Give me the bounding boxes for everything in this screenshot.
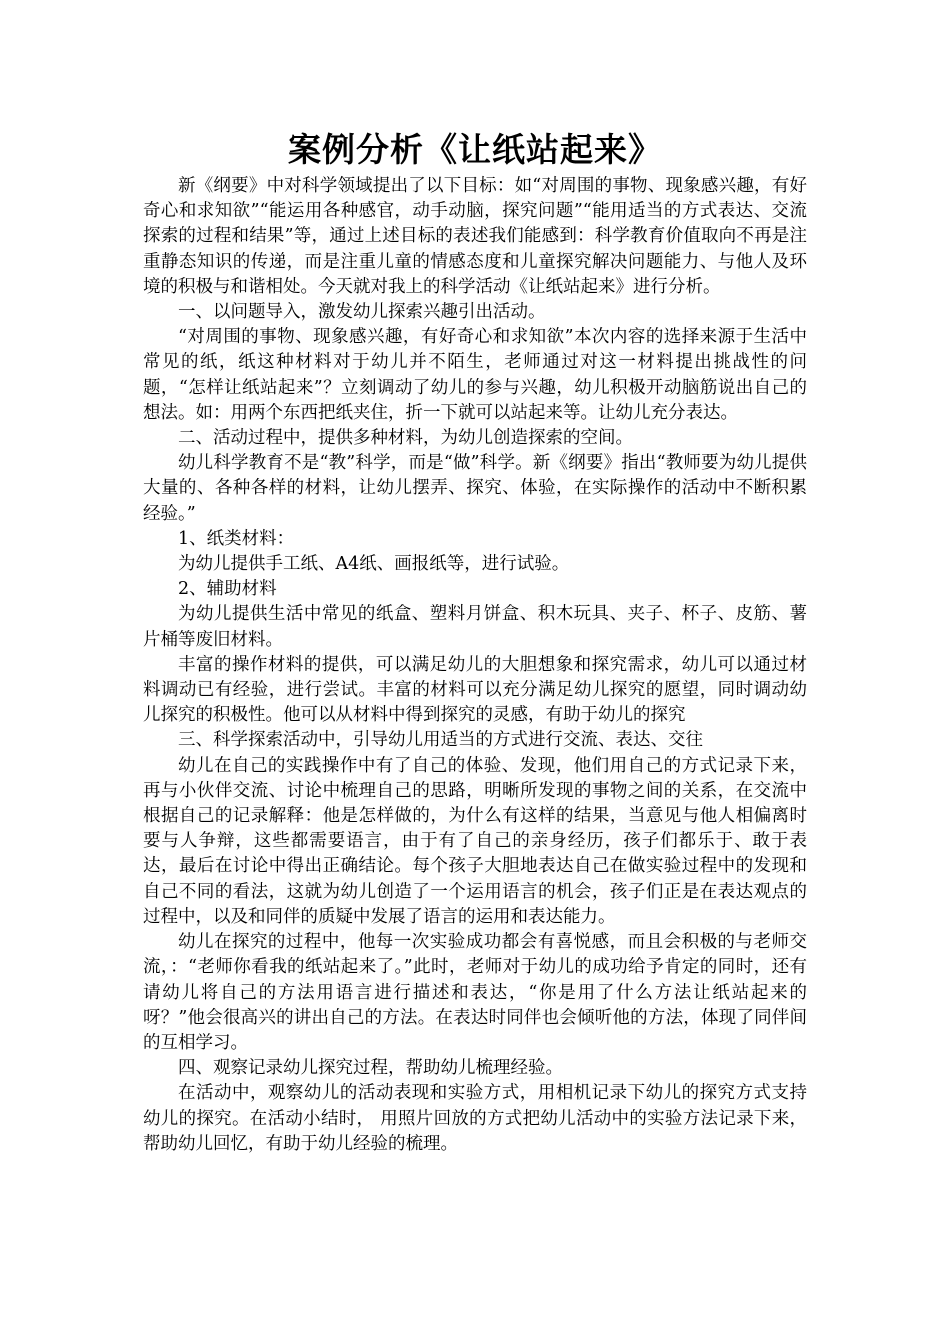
section-heading: 一、以问题导入，激发幼儿探索兴趣引出活动。 [178, 302, 546, 323]
document-title: 案例分析《让纸站起来》 [288, 130, 662, 169]
paragraph: 为幼儿提供手工纸、A4纸、画报纸等，进行试验。 [178, 554, 570, 575]
section-heading: 二、活动过程中，提供多种材料，为幼儿创造探索的空间。 [178, 428, 633, 449]
section-heading: 四、观察记录幼儿探究过程，帮助幼儿梳理经验。 [178, 1058, 563, 1079]
paragraph: 丰富的操作材料的提供，可以满足幼儿的大胆想象和探究需求，幼儿可以通过材料调动已有经验，进行尝试。丰富的材料可以充分满足幼儿探究的愿望，同时调动幼儿探究的积极性。他可以从材料中得到探究的灵感，有助于幼儿的探究 [143, 654, 807, 726]
paragraph: 幼儿在探究的过程中，他每一次实验成功都会有喜悦感，而且会积极的与老师交流，：“老师你看我的纸站起来了。”此时，老师对于幼儿的成功给予肯定的同时，还有请幼儿将自己的方法用语言进行描述和表达，“你是用了什么方法让纸站起来的呀？”他会很高兴的讲出自己的方法。在表达时同伴也会倾听他的方法，体现了同伴间的互相学习。 [143, 932, 807, 1053]
paragraph: 在活动中，观察幼儿的活动表现和实验方式，用相机记录下幼儿的探究方式支持幼儿的探究。在活动小结时， 用照片回放的方式把幼儿活动中的实验方法记录下来，帮助幼儿回忆，有助于幼儿经验的梳理。 [143, 1083, 807, 1154]
document-body [143, 174, 807, 1157]
paragraph: “对周围的事物、现象感兴趣，有好奇心和求知欲”本次内容的选择来源于生活中常见的纸，纸这种材料对于幼儿并不陌生，老师通过对这一材料提出挑战性的问题，“怎样让纸站起来”？立刻调动了幼儿的参与兴趣，幼儿积极开动脑筋说出自己的想法。如：用两个东西把纸夹住，折一下就可以站起来等。让幼儿充分表达。 [143, 327, 807, 423]
paragraph: 新《纲要》中对科学领域提出了以下目标：如“对周围的事物、现象感兴趣，有好奇心和求知欲”“能运用各种感官，动手动脑，探究问题”“能用适当的方式表达、交流探索的过程和结果”等，通过上述目标的表述我们能感到：科学教育价值取向不再是注重静态知识的传递，而是注重儿童的情感态度和儿童探究解决问题能力、与他人及环境的积极与和谐相处。今天就对我上的科学活动《让纸站起来》进行分析。 [143, 176, 807, 297]
section-heading: 三、科学探索活动中，引导幼儿用适当的方式进行交流、表达、交往 [178, 730, 703, 751]
paragraph: 为幼儿提供生活中常见的纸盒、塑料月饼盒、积木玩具、夹子、杯子、皮筋、薯片桶等废旧材料。 [143, 604, 807, 650]
list-item-heading: 1、纸类材料： [178, 528, 295, 549]
paragraph: 幼儿在自己的实践操作中有了自己的体验、发现，他们用自己的方式记录下来，再与小伙伴交流、讨论中梳理自己的思路，明晰所发现的事物之间的关系，在交流中根据自己的记录解释：他是怎样做的，为什么有这样的结果，当意见与他人相偏离时要与人争辩，这些都需要语言，由于有了自己的亲身经历，孩子们都乐于、敢于表达，最后在讨论中得出正确结论。每个孩子大胆地表达自己在做实验过程中的发现和自己不同的看法，这就为幼儿创造了一个运用语言的机会，孩子们正是在表达观点的过程中，以及和同伴的质疑中发展了语言的运用和表达能力。 [143, 755, 807, 927]
paragraph: 幼儿科学教育不是“教”科学，而是“做”科学。新《纲要》指出“教师要为幼儿提供大量的、各种各样的材料，让幼儿摆弄、探究、体验，在实际操作的活动中不断积累经验。” [143, 453, 807, 524]
list-item-heading: 2、辅助材料 [178, 579, 277, 600]
